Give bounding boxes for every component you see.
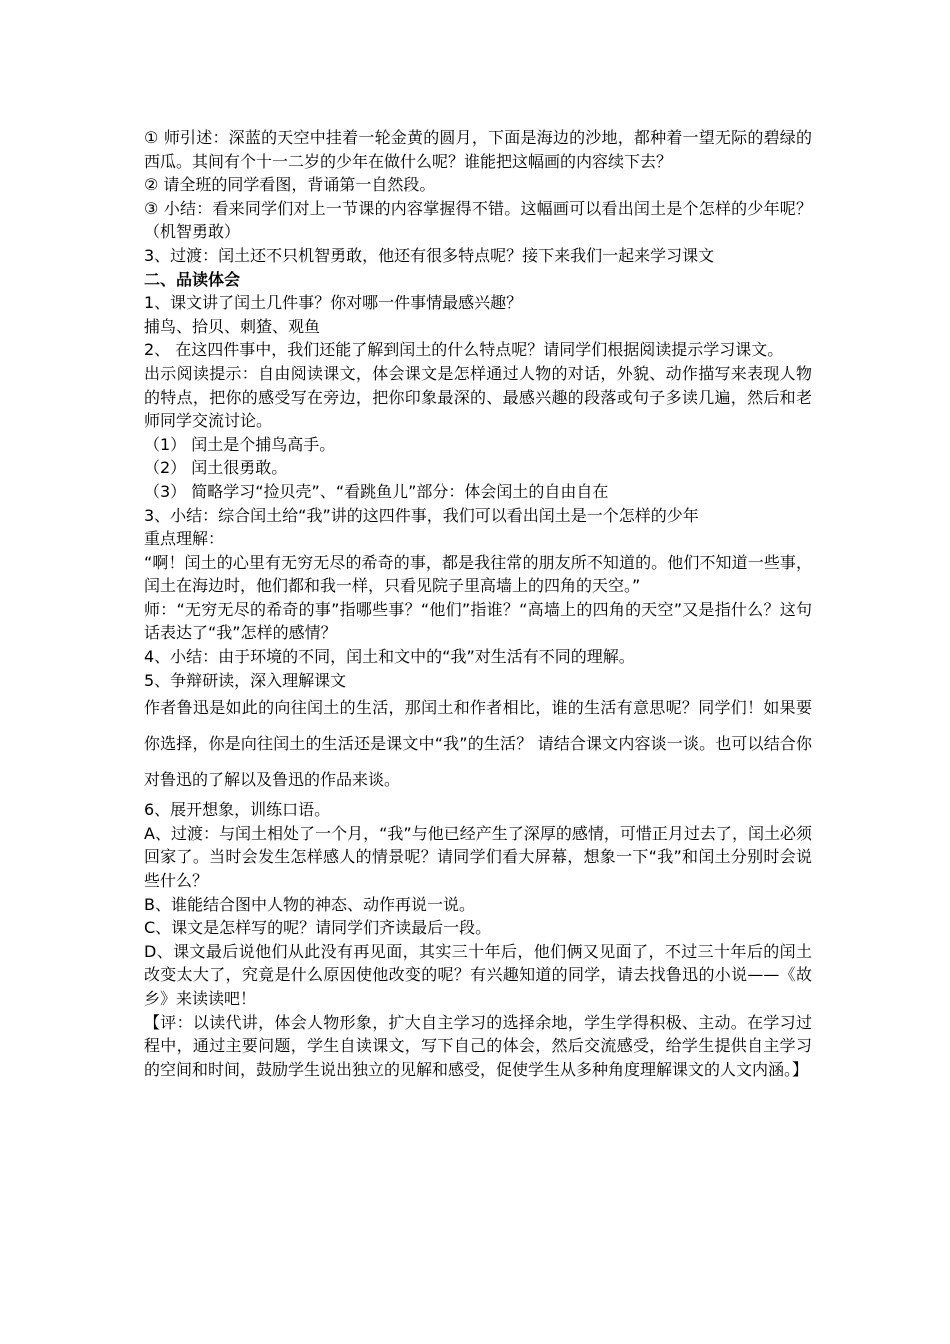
paragraph-debate: 5、争辩研读，深入理解课文	[144, 670, 347, 690]
paragraph-summary-1: ③ 小结：看来同学们对上一节课的内容掌握得不错。这幅画可以看出闰土是个怎样的少年呢？（机智勇敢）	[144, 198, 812, 242]
paragraph-comment: 【评：以读代讲，体会人物形象，扩大自主学习的选择余地，学生学得积极、主动。在学习过程中，通过主要问题，学生自读课文，写下自己的体会，然后交流感受，给学生提供自主学习的空间和时间，鼓励学生说出独立的见解和感受，促使学生从多种角度理解课文的人文内涵。】	[144, 1012, 812, 1079]
paragraph-c: C、课文是怎样写的呢？请同学们齐读最后一段。	[144, 918, 492, 938]
paragraph-reading-tips: 出示阅读提示：自由阅读课文，体会课文是怎样通过人物的对话，外貌、动作描写来表现人物的特点，把你的感受写在旁边，把你印象最深的、最感兴趣的段落或句子多读几遍，然后和老师同学交流讨论。	[144, 363, 812, 431]
paragraph-question-1: 1、课文讲了闰土几件事？你对哪一件事情最感兴趣？	[144, 293, 523, 313]
paragraph-key-understanding: 重点理解：	[144, 529, 225, 549]
paragraph-quote: “啊！闰土的心里有无穷无尽的希奇的事，都是我往常的朋友所不知道的。他们不知道一些事，闰土在海边时，他们都和我一样，只看见院子里高墙上的四角的天空。”	[144, 552, 812, 596]
paragraph-teacher-questions: 师：“无穷无尽的希奇的事”指哪些事？“他们”指谁？“高墙上的四角的天空”又是指什么？这句话表达了“我”怎样的感情？	[144, 599, 812, 643]
paragraph-b: B、谁能结合图中人物的神态、动作再说一说。	[144, 894, 475, 914]
paragraph-a-transition: A、过渡：与闰土相处了一个月，“我”与他已经产生了深厚的感情，可惜正月过去了，闰土必须回家了。当时会发生怎样感人的情景呢？请同学们看大屏幕，想象一下“我”和闰土分别时会说些什么？	[144, 823, 812, 891]
paragraph-author-comparison: 作者鲁迅是如此的向往闰土的生活，那闰土和作者相比，谁的生活有意思呢？同学们！如果要你选择，你是向往闰土的生活还是课文中“我”的生活？ 请结合课文内容谈一谈。也可以结合你对鲁迅的了解以及鲁迅的作品来谈。	[144, 698, 812, 790]
list-item-1: （1） 闰土是个捕鸟高手。	[144, 434, 336, 454]
paragraph-summary-4: 4、小结：由于环境的不同，闰土和文中的“我”对生活有不同的理解。	[144, 647, 635, 667]
section-heading: 二、品读体会	[144, 269, 241, 289]
paragraph-question-2: 2、 在这四件事中，我们还能了解到闰土的什么特点呢？请同学们根据阅读提示学习课文。	[144, 340, 784, 360]
paragraph-imagination: 6、展开想象，训练口语。	[144, 800, 331, 820]
list-item-2: （2） 闰土很勇敢。	[144, 458, 288, 478]
paragraph-transition: 3、过渡：闰土还不只机智勇敢，他还有很多特点呢？接下来我们一起来学习课文	[144, 245, 715, 265]
document-body	[144, 126, 812, 1081]
list-item-3: （3） 简略学习“捡贝壳”、“看跳鱼儿”部分：体会闰土的自由自在	[144, 481, 609, 501]
paragraph-teacher-intro: ① 师引述：深蓝的天空中挂着一轮金黄的圆月，下面是海边的沙地，都种着一望无际的碧绿的西瓜。其间有个十一二岁的少年在做什么呢？谁能把这幅画的内容续下去？	[144, 128, 812, 171]
paragraph-d: D、课文最后说他们从此没有再见面，其实三十年后，他们俩又见面了，不过三十年后的闰土改变太大了，究竟是什么原因使他改变的呢？有兴趣知道的同学，请去找鲁迅的小说——《故乡》来读读吧！	[144, 941, 812, 1008]
paragraph-recite: ② 请全班的同学看图，背诵第一自然段。	[144, 175, 436, 195]
paragraph-four-events: 捕鸟、拾贝、刺猹、观鱼	[144, 316, 321, 336]
paragraph-summary-3: 3、小结：综合闰土给“我”讲的这四件事，我们可以看出闰土是一个怎样的少年	[144, 505, 699, 525]
